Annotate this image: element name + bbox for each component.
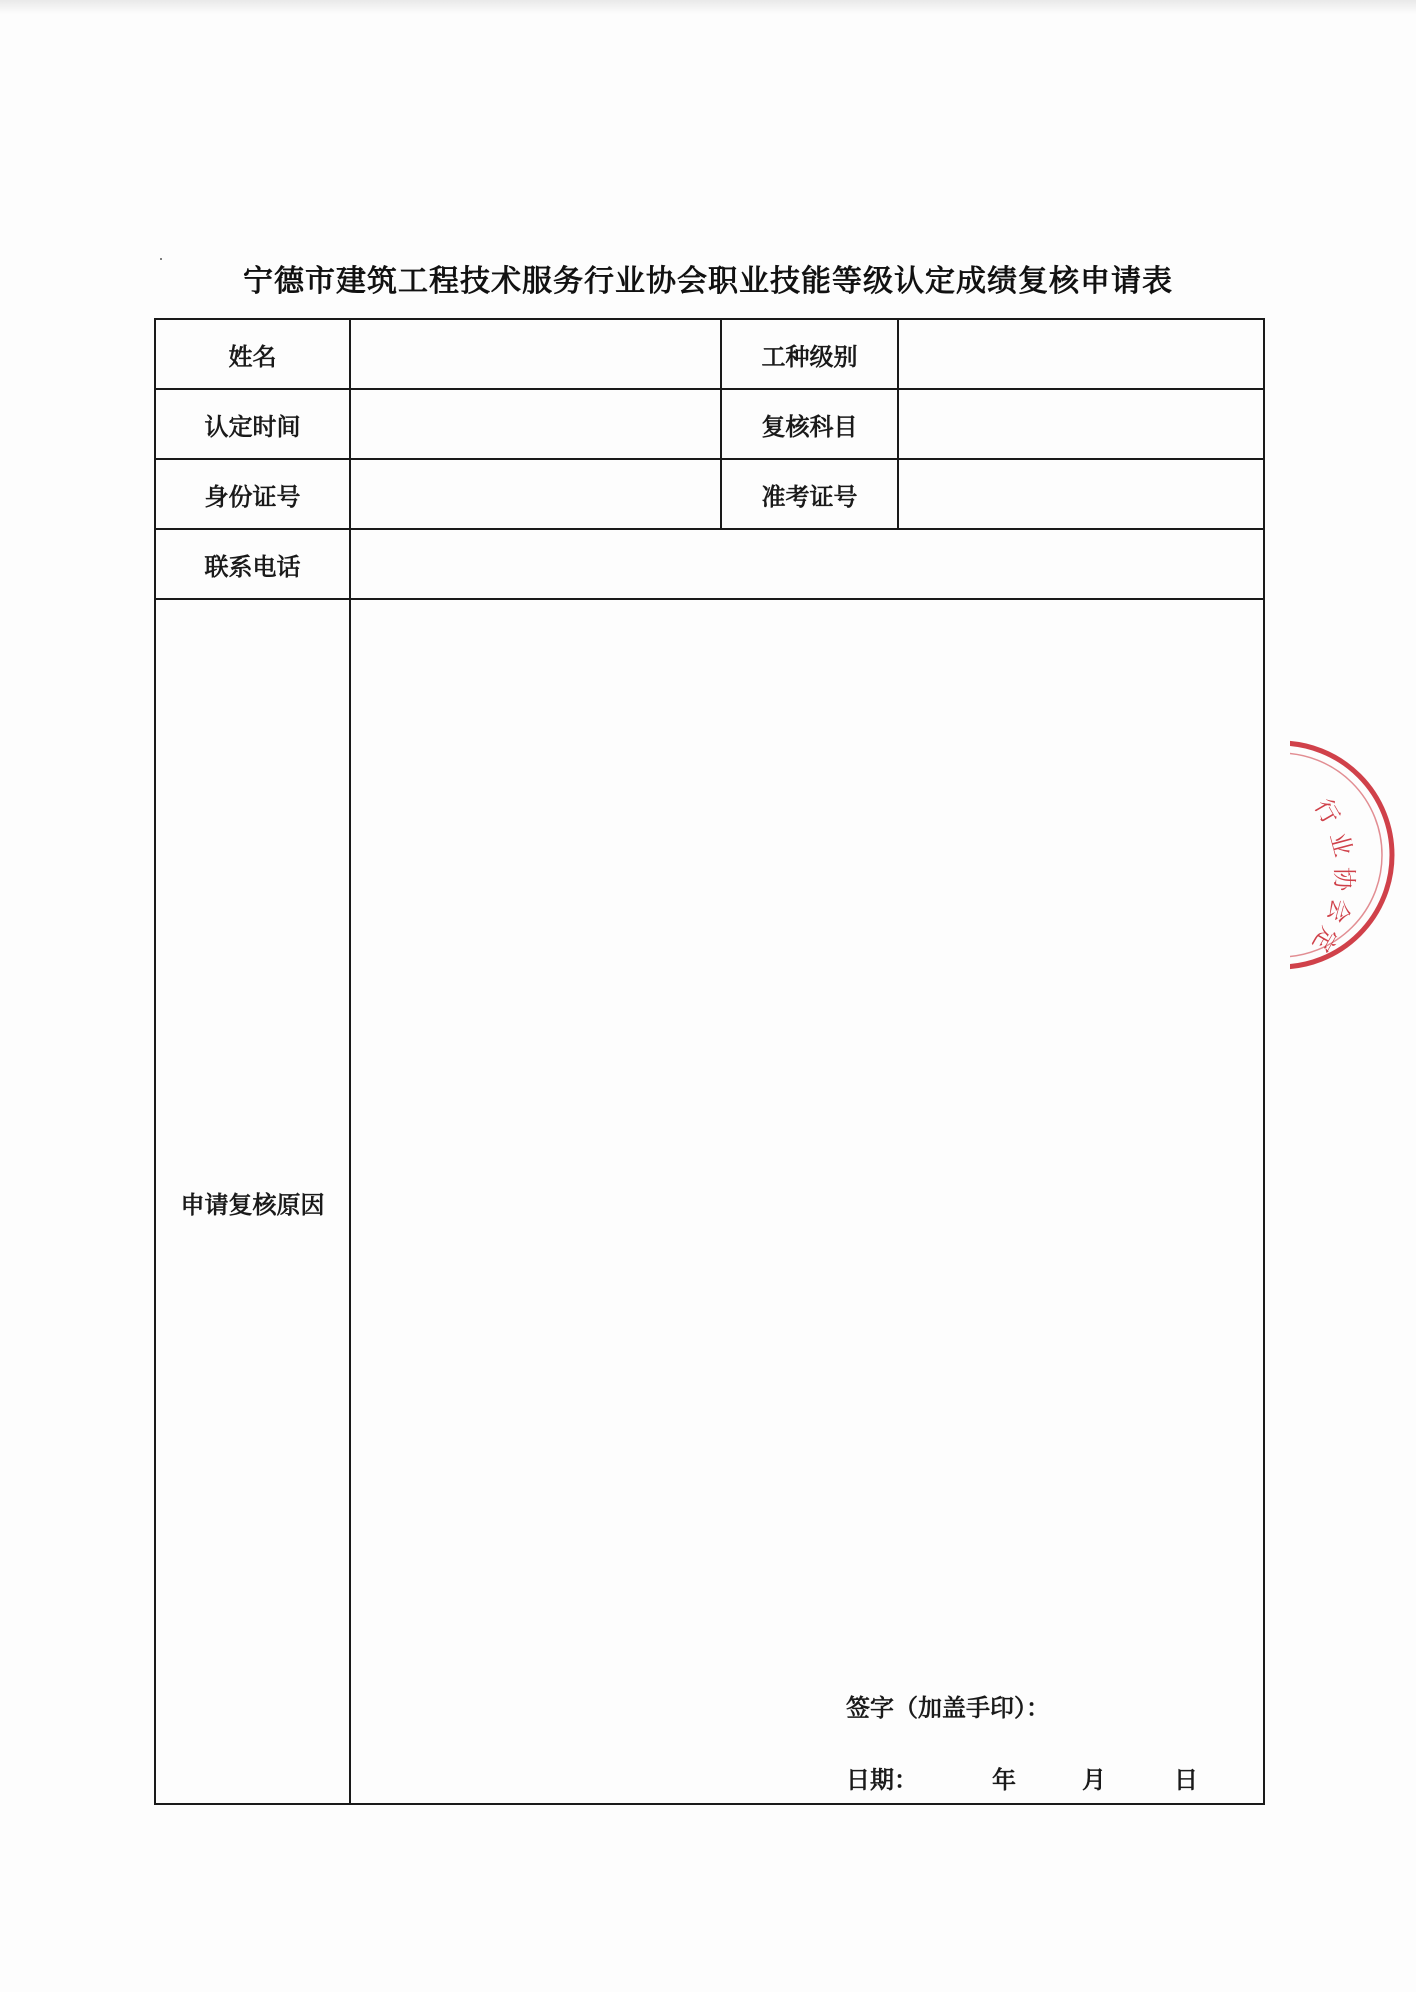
exam-ticket-label: 准考证号 [761, 482, 858, 511]
review-subject-label: 复核科目 [761, 412, 858, 441]
seal-char-2: 业 [1324, 829, 1358, 860]
review-application-form [154, 318, 1265, 1805]
name-label: 姓名 [228, 342, 277, 371]
signature-label: 签字（加盖手印）： [846, 1694, 1050, 1722]
id-number-field[interactable] [351, 460, 720, 528]
job-level-field[interactable] [899, 320, 1263, 388]
phone-label: 联系电话 [204, 552, 301, 581]
cert-time-field[interactable] [351, 390, 720, 458]
job-level-label: 工种级别 [761, 342, 858, 371]
phone-field[interactable] [351, 530, 1263, 598]
name-field[interactable] [351, 320, 720, 388]
month-label: 月 [1082, 1766, 1106, 1794]
seal-char-4: 会 [1321, 895, 1356, 926]
day-label: 日 [1174, 1766, 1198, 1794]
review-subject-field[interactable] [899, 390, 1263, 458]
official-seal [1290, 735, 1416, 975]
form-title: 宁德市建筑工程技术服务行业协会职业技能等级认定成绩复核申请表 [243, 264, 1173, 299]
seal-graphic [1290, 735, 1416, 975]
seal-char-5: 定 [1306, 922, 1344, 957]
year-label: 年 [992, 1766, 1016, 1794]
cert-time-label: 认定时间 [204, 412, 301, 441]
seal-char-3: 协 [1330, 867, 1358, 891]
scan-edge-shadow [0, 0, 1416, 14]
date-label: 日期： [846, 1766, 918, 1794]
exam-ticket-field[interactable] [899, 460, 1263, 528]
id-number-label: 身份证号 [204, 482, 301, 511]
seal-char-1: 行 [1308, 794, 1346, 829]
reason-label: 申请复核原因 [180, 1191, 325, 1219]
reason-field[interactable] [351, 600, 1263, 1805]
